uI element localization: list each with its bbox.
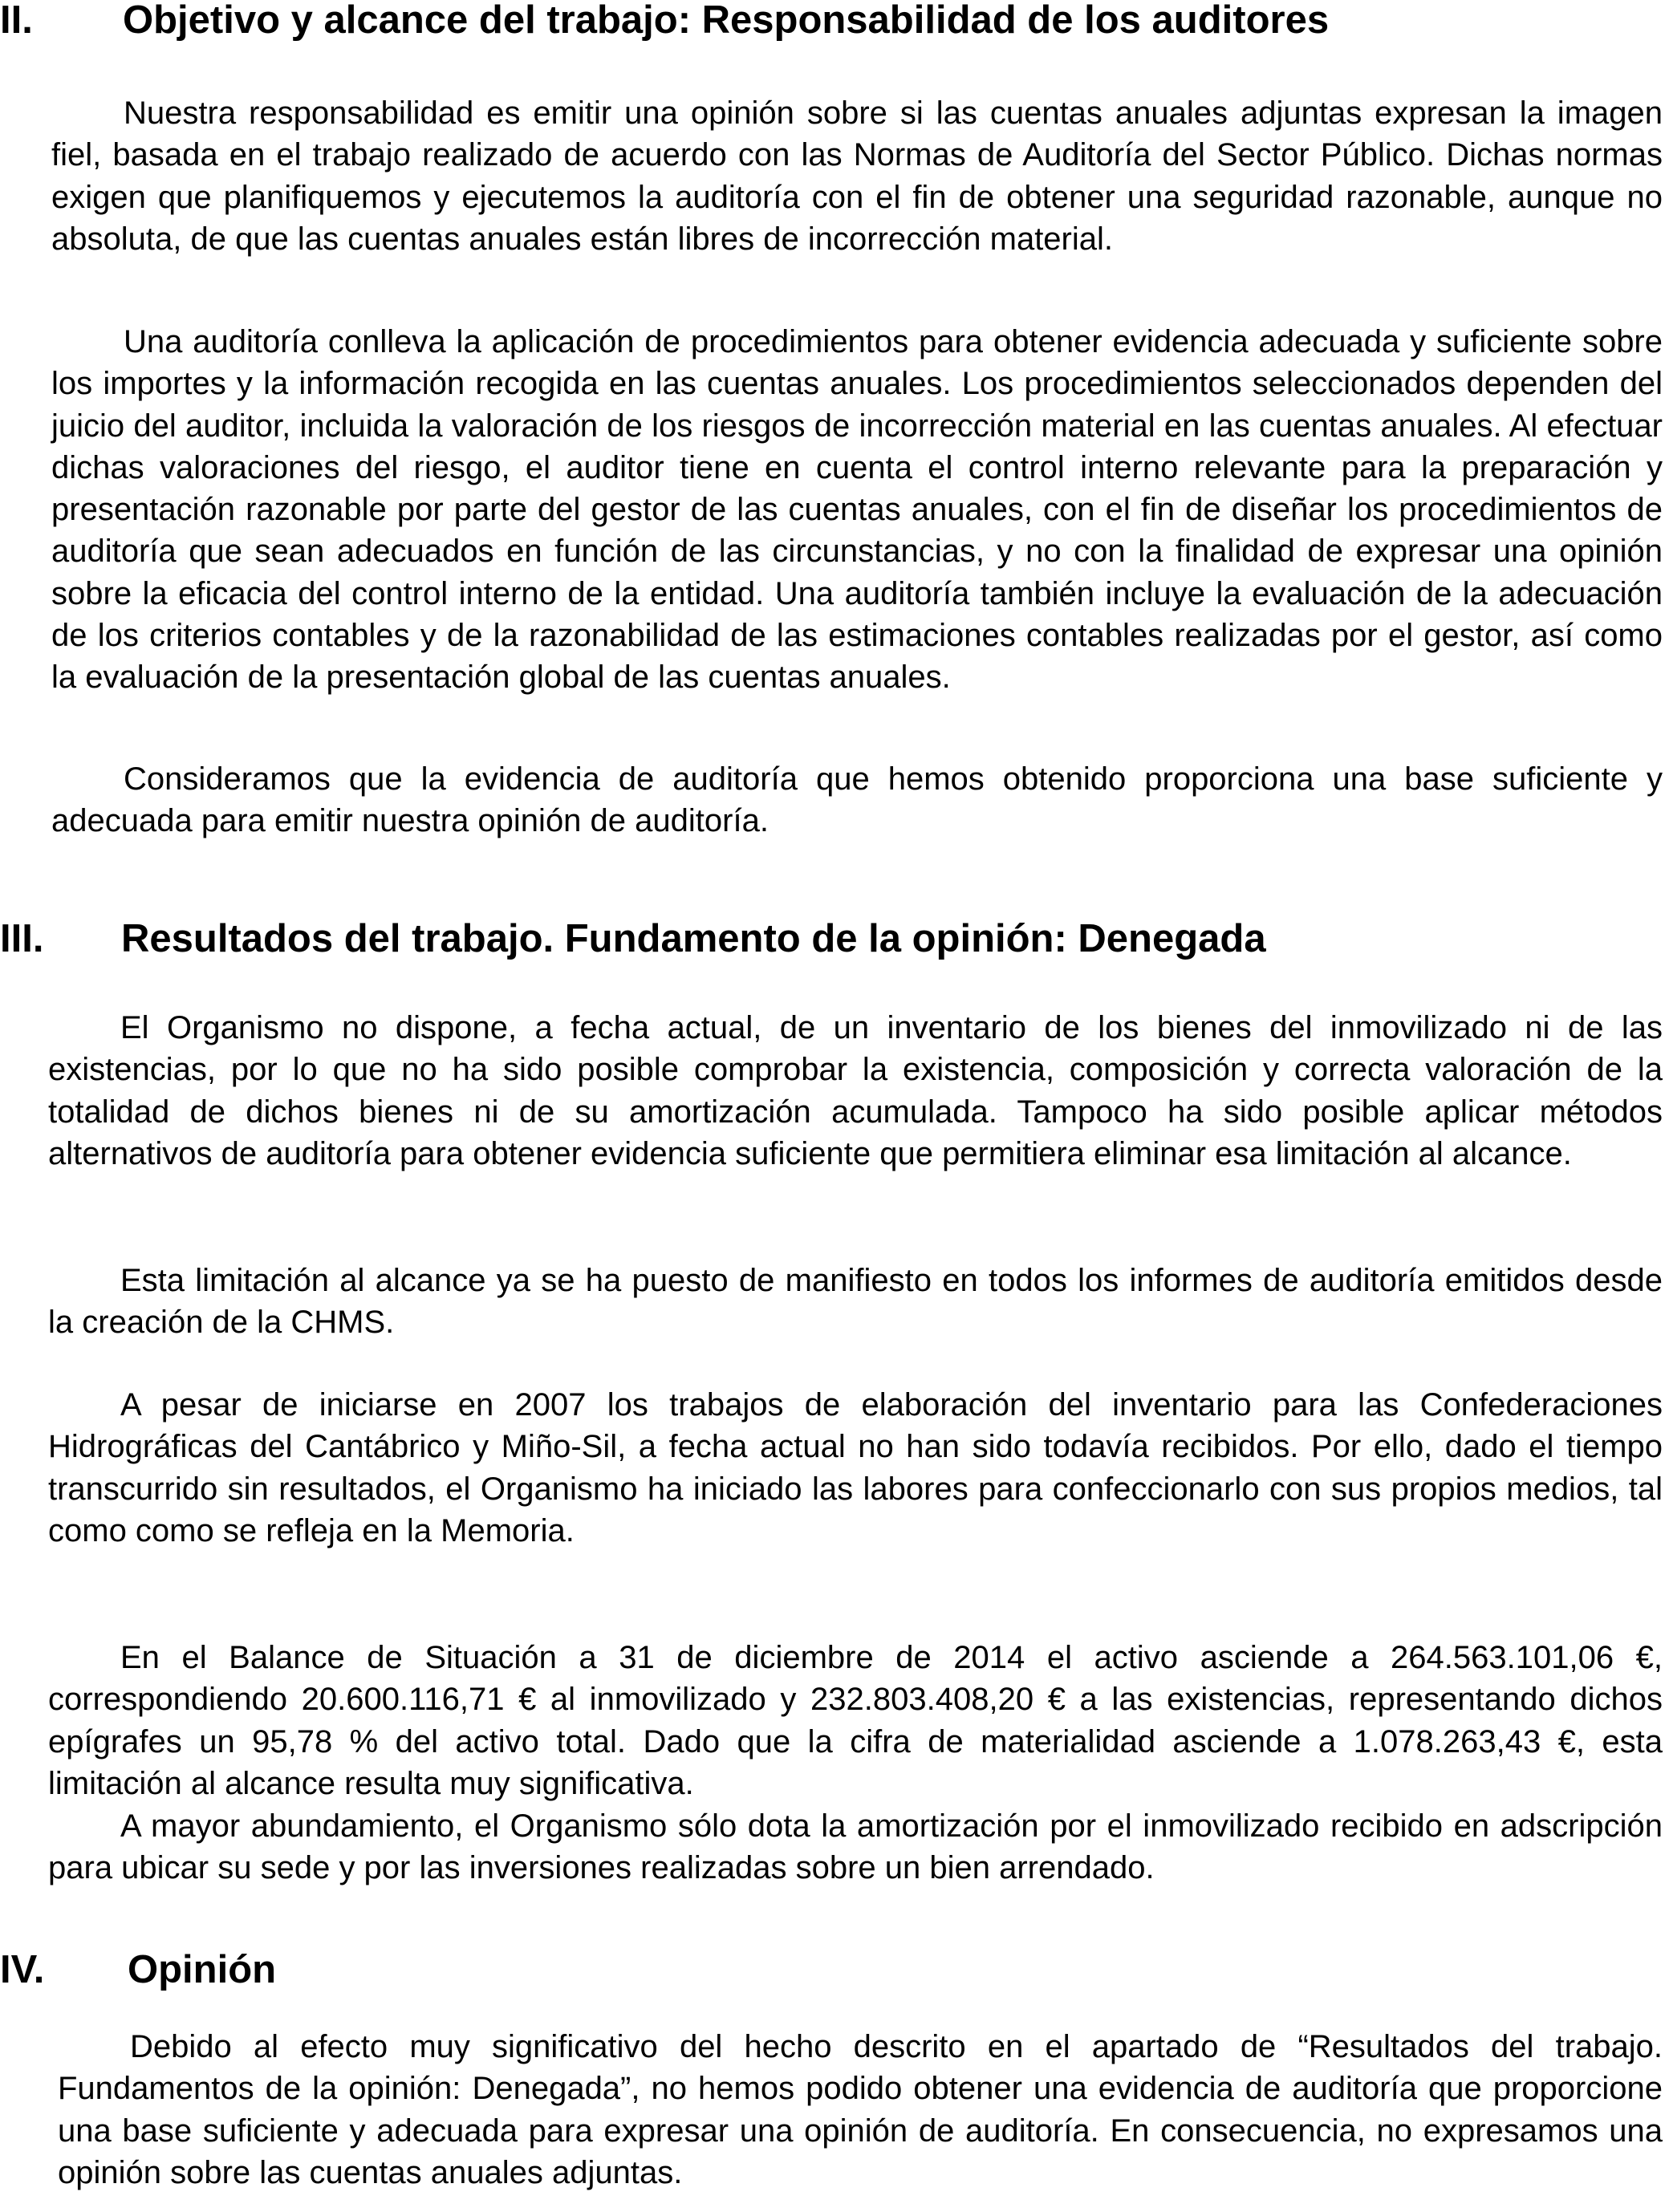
paragraph: Consideramos que la evidencia de auditoría que hemos obtenido proporciona una base suficiente y adecuada para emitir nuestra opinión de auditoría.	[51, 761, 1663, 839]
section-heading	[0, 915, 1669, 963]
section-heading	[0, 0, 1669, 48]
paragraph: A pesar de iniciarse en 2007 los trabajos de elaboración del inventario para las Confederaciones Hidrográficas del Cantábrico y Miño-Sil, a fecha actual no han sido todavía recibidos. Por ello, dado el tiempo transcurrido sin resultados, el Organismo ha iniciado las labores para confeccionarlo con sus propios medios, tal como como se refleja en la Memoria.	[48, 1387, 1663, 1548]
section-title: Objetivo y alcance del trabajo: Responsabilidad de los auditores	[123, 0, 1330, 42]
section-title: Resultados del trabajo. Fundamento de la opinión: Denegada	[121, 917, 1266, 960]
section-number: IV.	[0, 1948, 45, 1991]
paragraph: Nuestra responsabilidad es emitir una opinión sobre si las cuentas anuales adjuntas expresan la imagen fiel, basada en el trabajo realizado de acuerdo con las Normas de Auditoría del Sector Público. Dichas normas exigen que planifiquemos y ejecutemos la auditoría con el fin de obtener una seguridad razonable, aunque no absoluta, de que las cuentas anuales están libres de incorrección material.	[51, 95, 1663, 257]
section-title: Opinión	[128, 1948, 277, 1991]
paragraph: Esta limitación al alcance ya se ha puesto de manifiesto en todos los informes de auditoría emitidos desde la creación de la CHMS.	[48, 1263, 1663, 1341]
paragraph: Debido al efecto muy significativo del hecho descrito en el apartado de “Resultados del trabajo. Fundamentos de la opinión: Denegada”, no hemos podido obtener una evidencia de auditoría que proporcione una base suficiente y adecuada para expresar una opinión de auditoría. En consecuencia, no expresamos una opinión sobre las cuentas anuales adjuntas.	[58, 2029, 1663, 2190]
paragraph: El Organismo no dispone, a fecha actual, de un inventario de los bienes del inmovilizado ni de las existencias, por lo que no ha sido posible comprobar la existencia, composición y correcta valoración de la totalidad de dichos bienes ni de su amortización acumulada. Tampoco ha sido posible aplicar métodos alternativos de auditoría para obtener evidencia suficiente que permitiera eliminar esa limitación al alcance.	[48, 1010, 1663, 1171]
paragraph: En el Balance de Situación a 31 de diciembre de 2014 el activo asciende a 264.563.101,06 €, correspondiendo 20.600.116,71 € al inmovilizado y 232.803.408,20 € a las existencias, representando dichos epígrafes un 95,78 % del activo total. Dado que la cifra de materialidad asciende a 1.078.263,43 €, esta limitación al alcance resulta muy significativa.	[48, 1640, 1663, 1801]
section-ii-heading	[0, 0, 1669, 48]
section-heading	[0, 1946, 1669, 1994]
paragraph: A mayor abundamiento, el Organismo sólo dota la amortización por el inmovilizado recibido en adscripción para ubicar su sede y por las inversiones realizadas sobre un bien arrendado.	[48, 1808, 1663, 1886]
section-number: II.	[0, 0, 33, 42]
section-number: III.	[0, 917, 44, 960]
paragraph: Una auditoría conlleva la aplicación de procedimientos para obtener evidencia adecuada y suficiente sobre los importes y la información recogida en las cuentas anuales. Los procedimientos seleccionados dependen del juicio del auditor, incluida la valoración de los riesgos de incorrección material en las cuentas anuales. Al efectuar dichas valoraciones del riesgo, el auditor tiene en cuenta el control interno relevante para la preparación y presentación razonable por parte del gestor de las cuentas anuales, con el fin de diseñar los procedimientos de auditoría que sean adecuados en función de las circunstancias, y no con la finalidad de expresar una opinión sobre la eficacia del control interno de la entidad. Una auditoría también incluye la evaluación de la adecuación de los criterios contables y de la razonabilidad de las estimaciones contables realizadas por el gestor, así como la evaluación de la presentación global de las cuentas anuales.	[51, 324, 1663, 696]
section-iv-heading	[0, 1946, 1669, 1994]
section-iii-heading	[0, 915, 1669, 963]
